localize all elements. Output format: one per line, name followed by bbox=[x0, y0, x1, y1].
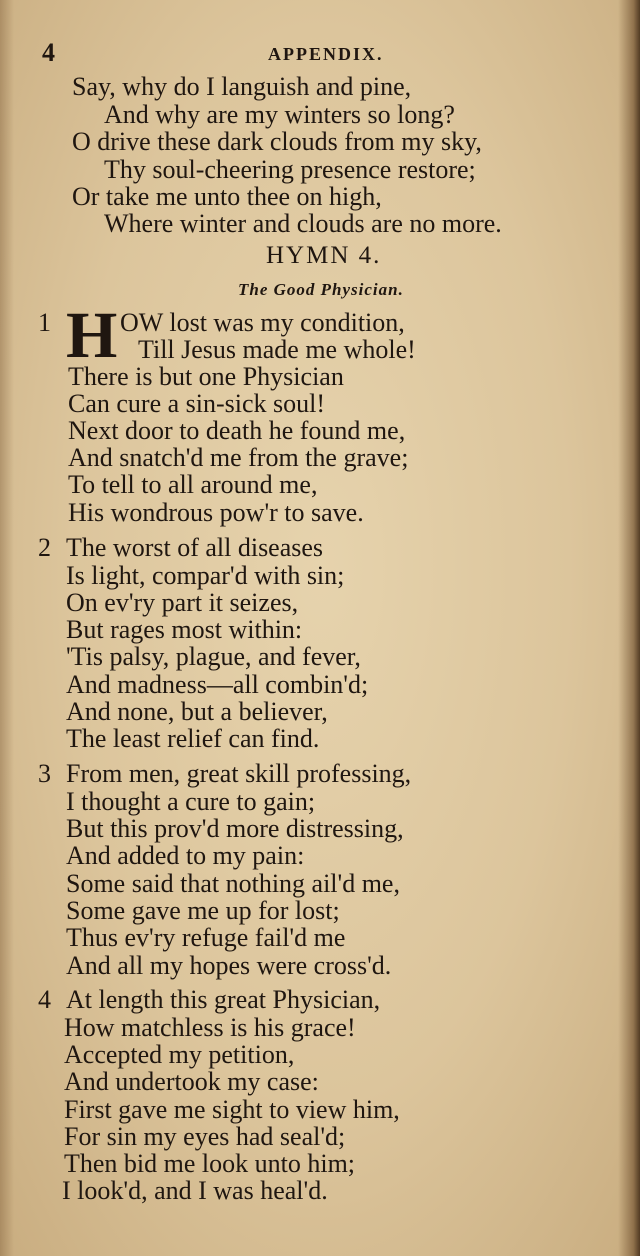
verse-line: But this prov'd more distressing, bbox=[66, 814, 404, 843]
verse-line: OW lost was my condition, bbox=[120, 308, 405, 337]
running-head: APPENDIX. bbox=[268, 44, 384, 64]
verse-line: Then bid me look unto him; bbox=[64, 1149, 356, 1178]
verse-line: First gave me sight to view him, bbox=[64, 1095, 400, 1124]
stanza-line: And why are my winters so long? bbox=[104, 100, 455, 129]
verse-line: Accepted my petition, bbox=[64, 1040, 295, 1069]
verse-number: 3 bbox=[38, 759, 51, 788]
verse-line: Thus ev'ry refuge fail'd me bbox=[66, 923, 346, 952]
verse-line: I look'd, and I was heal'd. bbox=[62, 1176, 328, 1205]
verse-number: 1 bbox=[38, 308, 51, 337]
hymn-title: HYMN 4. bbox=[266, 242, 382, 269]
verse-number: 2 bbox=[38, 533, 51, 562]
drop-cap: H bbox=[66, 299, 118, 372]
page-left-edge bbox=[0, 0, 14, 1256]
verse-line: His wondrous pow'r to save. bbox=[68, 498, 364, 527]
verse-line: But rages most within: bbox=[66, 615, 303, 644]
page-header bbox=[0, 38, 640, 68]
verse-line: I thought a cure to gain; bbox=[66, 787, 316, 816]
verse-line: 'Tis palsy, plague, and fever, bbox=[66, 642, 361, 671]
verse-line: Some said that nothing ail'd me, bbox=[66, 869, 400, 898]
verse-line: How matchless is his grace! bbox=[64, 1013, 356, 1042]
verse-line: On ev'ry part it seizes, bbox=[66, 588, 299, 617]
stanza-line: Say, why do I languish and pine, bbox=[72, 72, 412, 101]
stanza-line: Thy soul-cheering presence restore; bbox=[104, 155, 476, 184]
verse-line: Till Jesus made me whole! bbox=[138, 335, 416, 364]
verse-line: And none, but a believer, bbox=[66, 697, 328, 726]
stanza-line: Where winter and clouds are no more. bbox=[104, 209, 502, 238]
verse-line: At length this great Physician, bbox=[66, 985, 381, 1014]
verse-line: And snatch'd me from the grave; bbox=[68, 443, 409, 472]
verse-line: From men, great skill professing, bbox=[66, 759, 412, 788]
verse-line: For sin my eyes had seal'd; bbox=[64, 1122, 346, 1151]
verse-line: And added to my pain: bbox=[66, 841, 305, 870]
verse-line: Can cure a sin-sick soul! bbox=[68, 389, 326, 418]
verse-line: The least relief can find. bbox=[66, 724, 320, 753]
verse-line: To tell to all around me, bbox=[68, 470, 318, 499]
page-number: 4 bbox=[42, 38, 55, 67]
verse-line: Next door to death he found me, bbox=[68, 416, 406, 445]
page-right-edge bbox=[618, 0, 640, 1256]
verse-line: There is but one Physician bbox=[68, 362, 344, 391]
stanza-line: O drive these dark clouds from my sky, bbox=[72, 127, 482, 156]
verse-line: And all my hopes were cross'd. bbox=[66, 951, 392, 980]
stanza-line: Or take me unto thee on high, bbox=[72, 182, 382, 211]
verse-number: 4 bbox=[38, 985, 51, 1014]
verse-line: The worst of all diseases bbox=[66, 533, 324, 562]
verse-line: And undertook my case: bbox=[64, 1067, 319, 1096]
verse-line: Is light, compar'd with sin; bbox=[66, 561, 345, 590]
verse-line: Some gave me up for lost; bbox=[66, 896, 340, 925]
verse-line: And madness—all combin'd; bbox=[66, 670, 369, 699]
hymn-subtitle: The Good Physician. bbox=[238, 280, 404, 299]
